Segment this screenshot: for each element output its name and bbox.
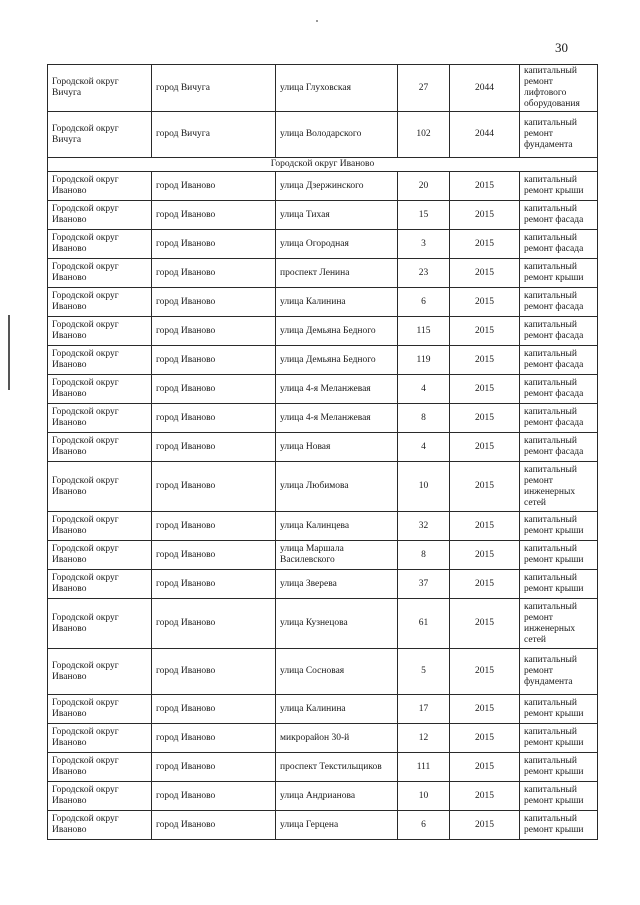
work-type-cell: капитальный ремонт крыши bbox=[520, 724, 598, 753]
district-cell: Городской округ Иваново bbox=[48, 172, 152, 201]
table-row bbox=[48, 724, 598, 753]
work-type-cell: капитальный ремонт крыши bbox=[520, 782, 598, 811]
street-cell: улица Демьяна Бедного bbox=[276, 317, 398, 346]
street-cell: улица Кузнецова bbox=[276, 599, 398, 649]
table-row bbox=[48, 317, 598, 346]
district-cell: Городской округ Иваново bbox=[48, 317, 152, 346]
street-cell: проспект Текстильщиков bbox=[276, 753, 398, 782]
work-type-cell: капитальный ремонт инженерных сетей bbox=[520, 462, 598, 512]
city-cell: город Иваново bbox=[152, 753, 276, 782]
table-row bbox=[48, 599, 598, 649]
city-cell: город Иваново bbox=[152, 433, 276, 462]
year-cell: 2015 bbox=[450, 695, 520, 724]
year-cell: 2015 bbox=[450, 288, 520, 317]
district-cell: Городской округ Иваново bbox=[48, 695, 152, 724]
year-cell: 2015 bbox=[450, 811, 520, 840]
street-cell: улица Сосновая bbox=[276, 649, 398, 695]
scan-edge-mark bbox=[8, 315, 10, 390]
street-cell: улица Демьяна Бедного bbox=[276, 346, 398, 375]
city-cell: город Иваново bbox=[152, 346, 276, 375]
work-type-cell: капитальный ремонт инженерных сетей bbox=[520, 599, 598, 649]
district-cell: Городской округ Иваново bbox=[48, 230, 152, 259]
table-row bbox=[48, 649, 598, 695]
house-number-cell: 17 bbox=[398, 695, 450, 724]
table-row bbox=[48, 65, 598, 112]
year-cell: 2015 bbox=[450, 541, 520, 570]
street-cell: улица Андрианова bbox=[276, 782, 398, 811]
table-row bbox=[48, 230, 598, 259]
house-number-cell: 6 bbox=[398, 811, 450, 840]
street-cell: улица Глуховская bbox=[276, 65, 398, 112]
work-type-cell: капитальный ремонт фасада bbox=[520, 375, 598, 404]
table-row bbox=[48, 288, 598, 317]
work-type-cell: капитальный ремонт крыши bbox=[520, 570, 598, 599]
city-cell: город Иваново bbox=[152, 201, 276, 230]
district-cell: Городской округ Иваново bbox=[48, 404, 152, 433]
house-number-cell: 111 bbox=[398, 753, 450, 782]
work-type-cell: капитальный ремонт фасада bbox=[520, 433, 598, 462]
city-cell: город Иваново bbox=[152, 724, 276, 753]
street-cell: микрорайон 30-й bbox=[276, 724, 398, 753]
street-cell: улица Калинина bbox=[276, 288, 398, 317]
district-cell: Городской округ Иваново bbox=[48, 512, 152, 541]
house-number-cell: 102 bbox=[398, 112, 450, 158]
work-type-cell: капитальный ремонт фундамента bbox=[520, 649, 598, 695]
section-header: Городской округ Иваново bbox=[48, 158, 598, 172]
page-number: 30 bbox=[555, 40, 568, 55]
table-row bbox=[48, 433, 598, 462]
work-type-cell: капитальный ремонт фасада bbox=[520, 346, 598, 375]
house-number-cell: 23 bbox=[398, 259, 450, 288]
city-cell: город Иваново bbox=[152, 375, 276, 404]
city-cell: город Иваново bbox=[152, 512, 276, 541]
street-cell: улица Герцена bbox=[276, 811, 398, 840]
table-row bbox=[48, 462, 598, 512]
year-cell: 2015 bbox=[450, 782, 520, 811]
city-cell: город Иваново bbox=[152, 695, 276, 724]
work-type-cell: капитальный ремонт крыши bbox=[520, 172, 598, 201]
year-cell: 2015 bbox=[450, 462, 520, 512]
house-number-cell: 27 bbox=[398, 65, 450, 112]
year-cell: 2015 bbox=[450, 753, 520, 782]
work-type-cell: капитальный ремонт крыши bbox=[520, 695, 598, 724]
work-type-cell: капитальный ремонт крыши bbox=[520, 811, 598, 840]
year-cell: 2015 bbox=[450, 599, 520, 649]
work-type-cell: капитальный ремонт фундамента bbox=[520, 112, 598, 158]
year-cell: 2015 bbox=[450, 512, 520, 541]
district-cell: Городской округ Вичуга bbox=[48, 65, 152, 112]
house-number-cell: 15 bbox=[398, 201, 450, 230]
district-cell: Городской округ Иваново bbox=[48, 433, 152, 462]
city-cell: город Иваново bbox=[152, 570, 276, 599]
table-row bbox=[48, 811, 598, 840]
year-cell: 2015 bbox=[450, 172, 520, 201]
year-cell: 2044 bbox=[450, 112, 520, 158]
house-number-cell: 6 bbox=[398, 288, 450, 317]
house-number-cell: 8 bbox=[398, 541, 450, 570]
city-cell: город Иваново bbox=[152, 317, 276, 346]
city-cell: город Иваново bbox=[152, 649, 276, 695]
work-type-cell: капитальный ремонт фасада bbox=[520, 317, 598, 346]
district-cell: Городской округ Вичуга bbox=[48, 112, 152, 158]
table-row bbox=[48, 753, 598, 782]
street-cell: улица Маршала Василевского bbox=[276, 541, 398, 570]
repair-schedule-table bbox=[47, 64, 598, 840]
year-cell: 2015 bbox=[450, 570, 520, 599]
street-cell: улица Тихая bbox=[276, 201, 398, 230]
street-cell: улица Калинцева bbox=[276, 512, 398, 541]
house-number-cell: 8 bbox=[398, 404, 450, 433]
year-cell: 2015 bbox=[450, 404, 520, 433]
city-cell: город Иваново bbox=[152, 288, 276, 317]
year-cell: 2015 bbox=[450, 317, 520, 346]
city-cell: город Иваново bbox=[152, 259, 276, 288]
house-number-cell: 115 bbox=[398, 317, 450, 346]
district-cell: Городской округ Иваново bbox=[48, 753, 152, 782]
year-cell: 2015 bbox=[450, 649, 520, 695]
district-cell: Городской округ Иваново bbox=[48, 259, 152, 288]
district-cell: Городской округ Иваново bbox=[48, 724, 152, 753]
table-row bbox=[48, 346, 598, 375]
section-header-row bbox=[48, 158, 598, 172]
district-cell: Городской округ Иваново bbox=[48, 288, 152, 317]
year-cell: 2015 bbox=[450, 375, 520, 404]
city-cell: город Вичуга bbox=[152, 112, 276, 158]
table-row bbox=[48, 375, 598, 404]
work-type-cell: капитальный ремонт крыши bbox=[520, 753, 598, 782]
table-row bbox=[48, 570, 598, 599]
district-cell: Городской округ Иваново bbox=[48, 201, 152, 230]
table-row bbox=[48, 259, 598, 288]
street-cell: улица 4-я Меланжевая bbox=[276, 404, 398, 433]
scan-speck bbox=[316, 20, 318, 22]
table-body bbox=[48, 65, 598, 840]
house-number-cell: 4 bbox=[398, 433, 450, 462]
street-cell: улица 4-я Меланжевая bbox=[276, 375, 398, 404]
house-number-cell: 119 bbox=[398, 346, 450, 375]
table-row bbox=[48, 404, 598, 433]
house-number-cell: 10 bbox=[398, 782, 450, 811]
house-number-cell: 20 bbox=[398, 172, 450, 201]
table-row bbox=[48, 512, 598, 541]
city-cell: город Иваново bbox=[152, 172, 276, 201]
city-cell: город Иваново bbox=[152, 462, 276, 512]
table-row bbox=[48, 172, 598, 201]
year-cell: 2015 bbox=[450, 230, 520, 259]
street-cell: улица Калинина bbox=[276, 695, 398, 724]
city-cell: город Иваново bbox=[152, 599, 276, 649]
work-type-cell: капитальный ремонт фасада bbox=[520, 288, 598, 317]
district-cell: Городской округ Иваново bbox=[48, 649, 152, 695]
work-type-cell: капитальный ремонт лифтового оборудования bbox=[520, 65, 598, 112]
city-cell: город Иваново bbox=[152, 230, 276, 259]
work-type-cell: капитальный ремонт крыши bbox=[520, 541, 598, 570]
year-cell: 2044 bbox=[450, 65, 520, 112]
house-number-cell: 10 bbox=[398, 462, 450, 512]
house-number-cell: 37 bbox=[398, 570, 450, 599]
street-cell: улица Зверева bbox=[276, 570, 398, 599]
work-type-cell: капитальный ремонт крыши bbox=[520, 259, 598, 288]
work-type-cell: капитальный ремонт крыши bbox=[520, 512, 598, 541]
year-cell: 2015 bbox=[450, 346, 520, 375]
street-cell: улица Новая bbox=[276, 433, 398, 462]
street-cell: улица Огородная bbox=[276, 230, 398, 259]
year-cell: 2015 bbox=[450, 433, 520, 462]
table-row bbox=[48, 201, 598, 230]
year-cell: 2015 bbox=[450, 201, 520, 230]
house-number-cell: 61 bbox=[398, 599, 450, 649]
work-type-cell: капитальный ремонт фасада bbox=[520, 230, 598, 259]
city-cell: город Вичуга bbox=[152, 65, 276, 112]
district-cell: Городской округ Иваново bbox=[48, 811, 152, 840]
district-cell: Городской округ Иваново bbox=[48, 570, 152, 599]
street-cell: улица Дзержинского bbox=[276, 172, 398, 201]
house-number-cell: 3 bbox=[398, 230, 450, 259]
house-number-cell: 12 bbox=[398, 724, 450, 753]
city-cell: город Иваново bbox=[152, 782, 276, 811]
work-type-cell: капитальный ремонт фасада bbox=[520, 201, 598, 230]
table-row bbox=[48, 695, 598, 724]
district-cell: Городской округ Иваново bbox=[48, 599, 152, 649]
year-cell: 2015 bbox=[450, 724, 520, 753]
street-cell: улица Любимова bbox=[276, 462, 398, 512]
table-row bbox=[48, 782, 598, 811]
street-cell: улица Володарского bbox=[276, 112, 398, 158]
city-cell: город Иваново bbox=[152, 811, 276, 840]
year-cell: 2015 bbox=[450, 259, 520, 288]
table-row bbox=[48, 541, 598, 570]
house-number-cell: 32 bbox=[398, 512, 450, 541]
house-number-cell: 4 bbox=[398, 375, 450, 404]
district-cell: Городской округ Иваново bbox=[48, 375, 152, 404]
city-cell: город Иваново bbox=[152, 541, 276, 570]
street-cell: проспект Ленина bbox=[276, 259, 398, 288]
city-cell: город Иваново bbox=[152, 404, 276, 433]
table-row bbox=[48, 112, 598, 158]
work-type-cell: капитальный ремонт фасада bbox=[520, 404, 598, 433]
district-cell: Городской округ Иваново bbox=[48, 346, 152, 375]
district-cell: Городской округ Иваново bbox=[48, 541, 152, 570]
district-cell: Городской округ Иваново bbox=[48, 462, 152, 512]
district-cell: Городской округ Иваново bbox=[48, 782, 152, 811]
house-number-cell: 5 bbox=[398, 649, 450, 695]
